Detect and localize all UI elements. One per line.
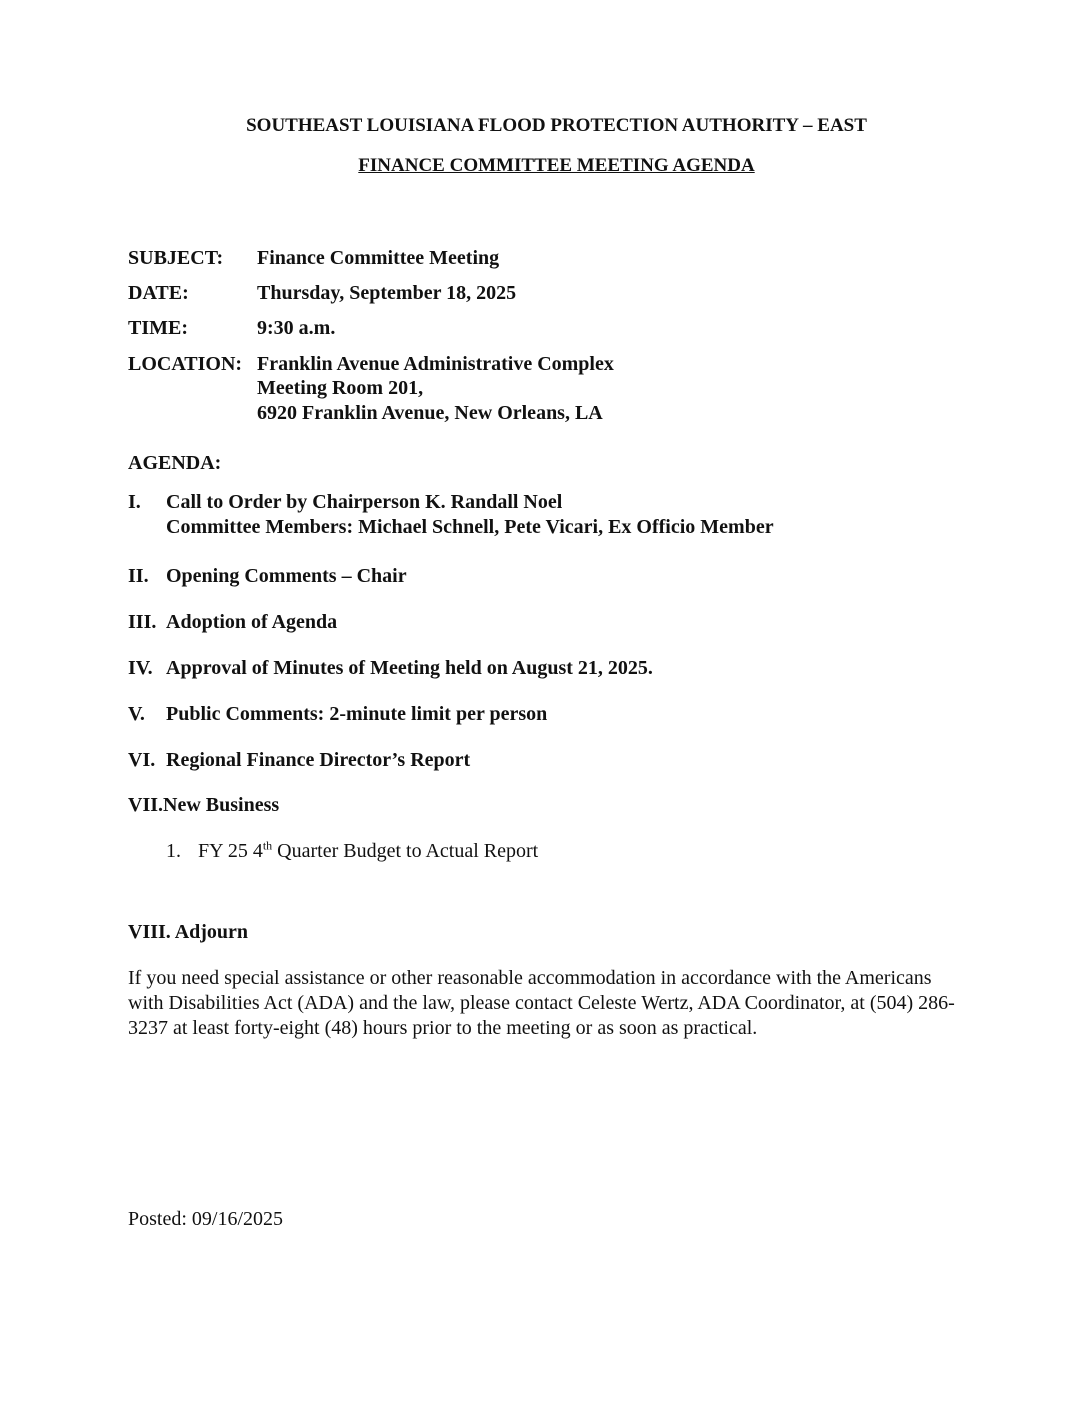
agenda-item-call-to-order: Call to Order by Chairperson K. Randall Noel <box>166 491 563 513</box>
agenda-item-number: VI. <box>128 749 156 771</box>
agenda-item-public-comments: Public Comments: 2-minute limit per person <box>166 703 548 725</box>
agenda-item-adoption: Adoption of Agenda <box>166 611 338 633</box>
committee-members: Committee Members: Michael Schnell, Pete Vicari, Ex Officio Member <box>166 516 774 538</box>
agenda-item-number: V. <box>128 703 145 725</box>
posted-date: Posted: 09/16/2025 <box>128 1208 284 1230</box>
location-line: Franklin Avenue Administrative Complex <box>257 353 614 375</box>
agenda-item-number: I. <box>128 491 141 513</box>
subject-value: Finance Committee Meeting <box>257 247 500 269</box>
date-value: Thursday, September 18, 2025 <box>257 282 517 304</box>
agenda-item-number: VIII. <box>128 921 171 943</box>
agenda-item-number: II. <box>128 565 149 587</box>
agenda-item-minutes: Approval of Minutes of Meeting held on August 21, 2025. <box>166 657 653 679</box>
new-business-item <box>198 840 538 863</box>
agenda-item-opening-comments: Opening Comments – Chair <box>166 565 407 587</box>
agenda-item-number: VII. <box>128 794 164 816</box>
organization-title: SOUTHEAST LOUISIANA FLOOD PROTECTION AUTHORITY – EAST <box>246 115 867 136</box>
agenda-item-adjourn <box>128 921 248 944</box>
agenda-item-number: IV. <box>128 657 153 679</box>
date-label: DATE: <box>128 282 189 304</box>
location-line: Meeting Room 201, <box>257 377 424 399</box>
agenda-item-finance-report: Regional Finance Director’s Report <box>166 749 471 771</box>
agenda-item-new-business <box>128 794 279 817</box>
agenda-item-number: III. <box>128 611 157 633</box>
ada-notice: If you need special assistance or other reasonable accommodation in accordance with the Americans with Disabilities Act (ADA) and the law, please contact Celeste Wertz, ADA Coordinator, at (504) 286-3237 at least forty-eight (48) hours prior to the meeting or as soon as practical. <box>128 967 955 1039</box>
agenda-title-text: FINANCE COMMITTEE MEETING AGENDA <box>358 155 755 176</box>
new-business-item-number: 1. <box>166 840 181 862</box>
agenda-item-label: New Business <box>163 794 280 816</box>
time-value: 9:30 a.m. <box>257 317 336 339</box>
location-label: LOCATION: <box>128 353 243 375</box>
ordinal-suffix: th <box>262 838 273 853</box>
new-business-item-suffix: Quarter Budget to Actual Report <box>272 840 539 862</box>
location-line: 6920 Franklin Avenue, New Orleans, LA <box>257 402 603 424</box>
agenda-heading: AGENDA: <box>128 452 222 474</box>
subject-label: SUBJECT: <box>128 247 224 269</box>
new-business-item-prefix: FY 25 4 <box>198 840 263 862</box>
time-label: TIME: <box>128 317 188 339</box>
agenda-title <box>0 155 1088 177</box>
agenda-item-label: Adjourn <box>174 921 249 943</box>
